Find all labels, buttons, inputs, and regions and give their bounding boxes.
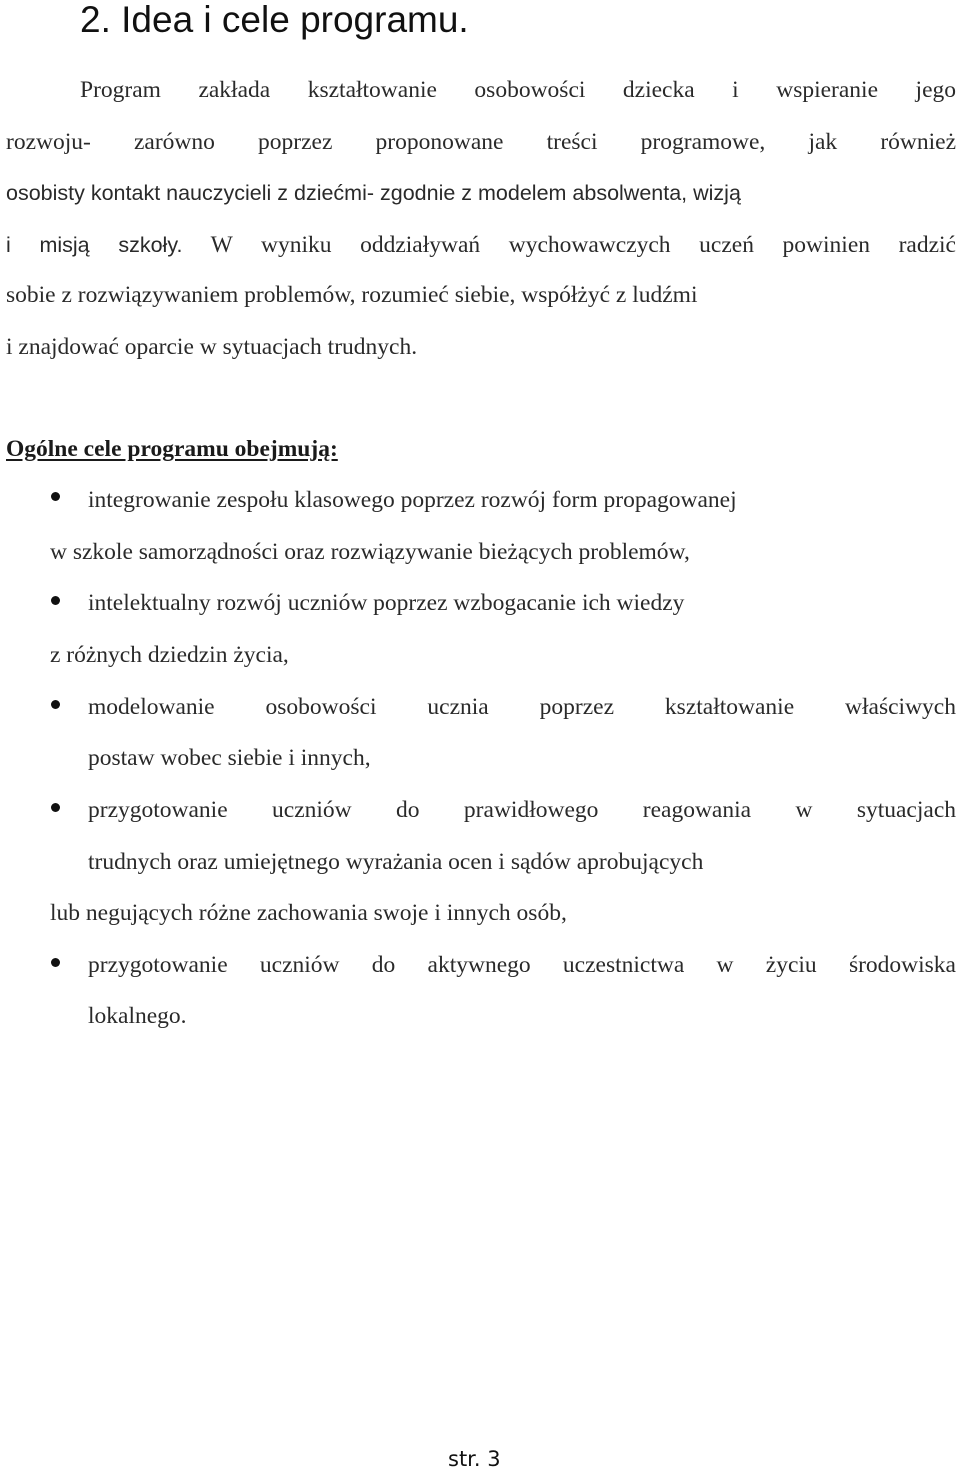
goal-3-line-2: postaw wobec siebie i innych,	[88, 745, 371, 771]
intro-line-2: rozwoju- zarówno poprzez proponowane treści programowe, jak również	[6, 129, 956, 155]
bullet-dot-icon	[51, 700, 60, 709]
intro-line-3: osobisty kontakt nauczycieli z dziećmi- zgodnie z modelem absolwenta, wizją	[6, 181, 741, 205]
goal-3-line-1: modelowanie osobowości ucznia poprzez kształtowanie właściwych	[88, 694, 956, 720]
section-heading: 2. Idea i cele programu.	[80, 0, 469, 40]
intro-line-4	[6, 230, 956, 260]
intro-line-6: i znajdować oparcie w sytuacjach trudnych.	[6, 334, 418, 360]
bullet-dot-icon	[51, 958, 60, 967]
goal-5-line-2: lokalnego.	[88, 1003, 187, 1029]
page-number: str. 3	[448, 1447, 501, 1471]
goals-heading: Ogólne cele programu obejmują:	[6, 436, 338, 462]
bullet-dot-icon	[51, 596, 60, 605]
intro-line-4-rest: W wyniku oddziaływań wychowawczych uczeń powinien radzić	[182, 232, 956, 258]
goal-4-line-1: przygotowanie uczniów do prawidłowego reagowania w sytuacjach	[88, 797, 956, 823]
intro-line-4-start: i misją szkoły.	[6, 233, 183, 257]
goal-4-line-2: trudnych oraz umiejętnego wyrażania ocen i sądów aprobujących	[88, 849, 704, 875]
bullet-dot-icon	[51, 803, 60, 812]
goal-2-line-2: z różnych dziedzin życia,	[50, 642, 289, 668]
intro-line-1: Program zakłada kształtowanie osobowości dziecka i wspieranie jego	[80, 77, 956, 103]
goal-5-line-1: przygotowanie uczniów do aktywnego uczestnictwa w życiu środowiska	[88, 952, 956, 978]
bullet-dot-icon	[51, 492, 60, 501]
intro-line-5: sobie z rozwiązywaniem problemów, rozumieć siebie, współżyć z ludźmi	[6, 282, 698, 308]
goal-1-line-2: w szkole samorządności oraz rozwiązywanie bieżących problemów,	[50, 539, 690, 565]
goal-1-line-1: integrowanie zespołu klasowego poprzez rozwój form propagowanej	[88, 487, 737, 513]
goal-4-line-3: lub negujących różne zachowania swoje i innych osób,	[50, 900, 567, 926]
goal-2-line-1: intelektualny rozwój uczniów poprzez wzbogacanie ich wiedzy	[88, 590, 685, 616]
